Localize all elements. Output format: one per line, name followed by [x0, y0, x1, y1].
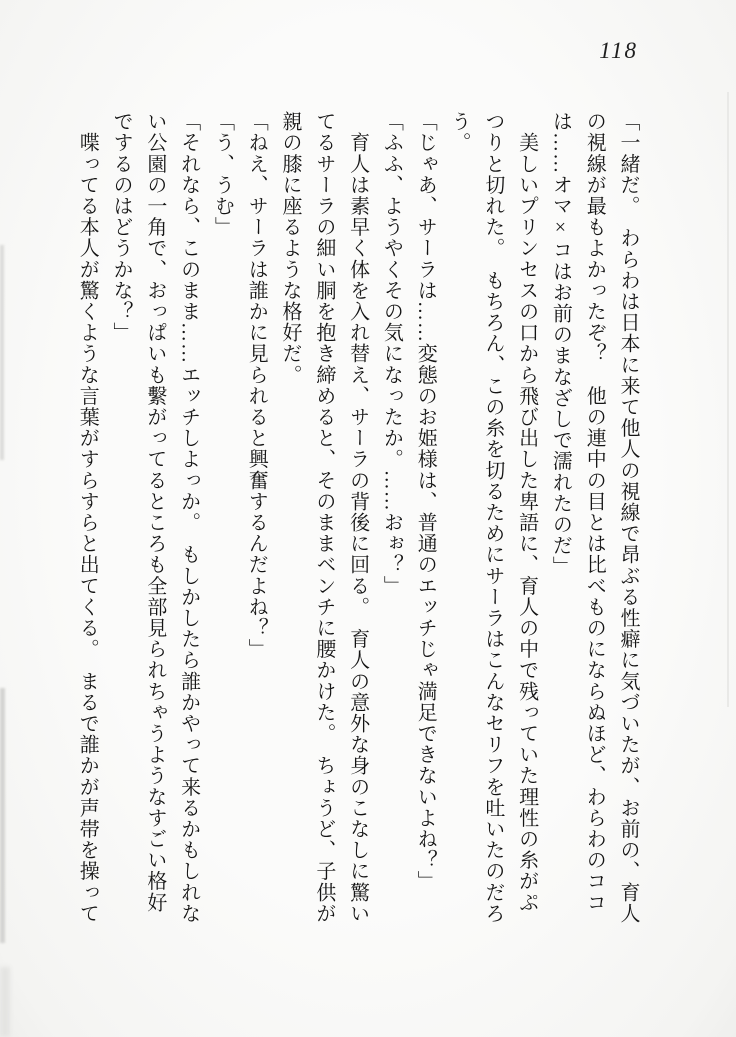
text-line-2: の視線が最もよかったぞ？ 他の連中の目とは比べものにならぬほど、わらわのココ	[583, 111, 606, 913]
text-line-15: い公園の一角で、おっぱいも繫がってるところも全部見られちゃうようなすごい格好	[143, 111, 166, 913]
text-line-10: てるサーラの細い胴を抱き締めると、そのままベンチに腰かけた。 ちょうど、子供が	[312, 111, 335, 924]
text-line-4: 美しいプリンセスの口から飛び出した卑語に、育人の中で残っていた理性の糸がぷ	[515, 111, 538, 913]
text-line-13: 「う、うむ」	[211, 111, 234, 238]
text-line-7: 「じゃあ、サーラは……変態のお姫様は、普通のエッチじゃ満足できないよね？」	[414, 111, 437, 892]
text-line-16: でするのはどうかな？」	[110, 111, 133, 344]
scan-artifact-right-edge	[727, 92, 729, 707]
text-line-3: は……オマ×コはお前のまなざしで濡れたのだ」	[549, 111, 572, 578]
scan-artifact-left-smudge	[0, 245, 4, 460]
text-line-5: つりと切れた。 もちろん、この糸を切るためにサーラはこんなセリフを吐いたのだろ	[481, 111, 504, 924]
text-line-17: 喋ってる本人が驚くような言葉がすらすらと出てくる。 まるで誰かが声帯を操って	[76, 111, 99, 924]
text-line-9: 育人は素早く体を入れ替え、サーラの背後に回る。 育人の意外な身のこなしに驚い	[346, 111, 369, 924]
scan-artifact-corner	[0, 967, 10, 1037]
page-number: 118	[599, 38, 638, 63]
scan-artifact-left-smudge	[0, 688, 5, 943]
text-line-1: 「一緒だ。 わらわは日本に来て他人の視線で昂ぶる性癖に気づいたが、お前の、育人	[617, 111, 639, 924]
text-line-11: 親の膝に座るような格好だ。	[279, 111, 302, 386]
text-line-12: 「ねえ、サーラは誰かに見られると興奮するんだよね？」	[245, 111, 268, 660]
text-line-8: 「ふふ、ようやくその気になったか。……おぉ？」	[380, 111, 403, 597]
body-text	[69, 111, 644, 946]
text-line-6: う。	[448, 111, 471, 154]
text-line-14: 「それなら、このまま……エッチしよっか。 もしかしたら誰かやって来るかもしれな	[177, 111, 200, 924]
